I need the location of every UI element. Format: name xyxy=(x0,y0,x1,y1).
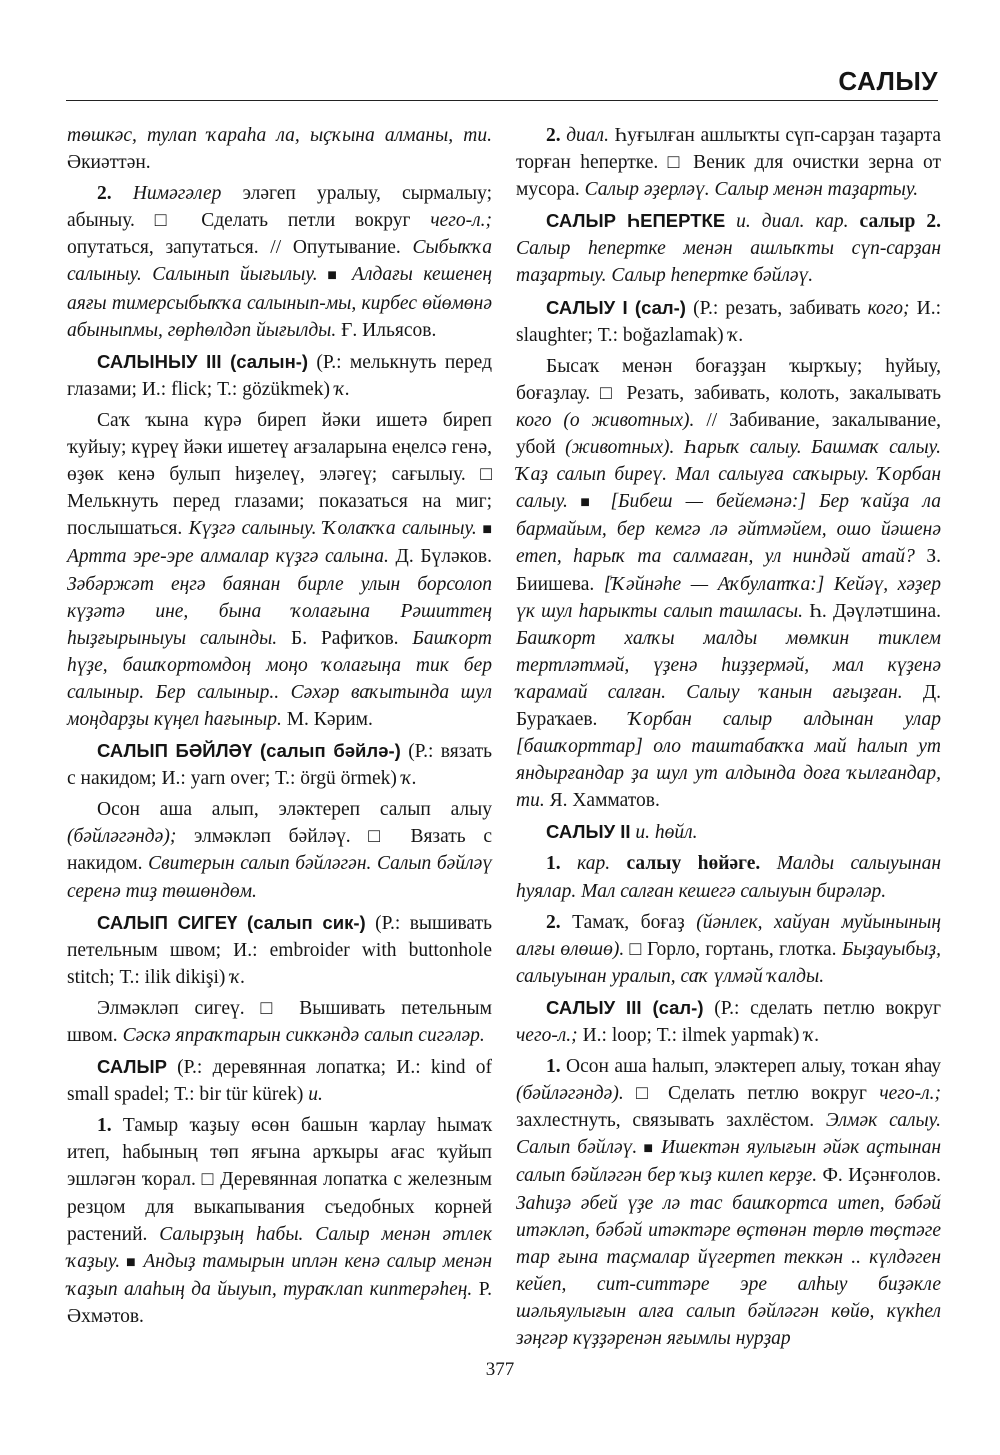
definition-salyp-sigeu xyxy=(67,995,492,1049)
translation: // Забивание, закалывание, убой xyxy=(516,409,941,459)
headword-salyu-2 xyxy=(516,818,941,846)
page-number: 377 xyxy=(485,1359,515,1380)
definition: Саҡ ҡына күрә биреп йәки ишетә биреп ҡуйыу; күреү йәки ишетеү ағзаларына еңелсә генә, өҙөк кенә булып һиҙелеү, эләгеү; сағылыу. □ Мелькнуть перед глазами; показаться на миг; послышаться. xyxy=(67,409,492,540)
definition: Элмәкләп сигеү. □ Вышивать петельным швом. xyxy=(67,997,492,1046)
translations: (Р.: мелькнуть перед глазами; И.: flick; Т.: gözükmek) xyxy=(67,351,492,400)
headword-salyu-3 xyxy=(516,994,941,1049)
examples: Быҙауыбыҙ, салыуынан уралып, саҡ үлмәй ҡалды. xyxy=(516,938,941,987)
quote-marker-icon: ■ xyxy=(637,1140,662,1158)
examples: Күҙгә салыныу. Ҡолаҡҡа салыныу. xyxy=(188,518,477,540)
translation: □ Сделать петлю вокруг xyxy=(623,1083,880,1105)
headword: САЛЫУ III (сал-) xyxy=(546,996,704,1018)
example-quote: Башҡорт һүҙе, башҡортомдоң моңо ҡолағыңа тик бер салыныр. Бер салыныр.. Сәхәр ваҡытында шул моңдарҙы күңел һағыныр. xyxy=(67,627,492,730)
sense-number: 2. xyxy=(97,183,133,205)
left-column xyxy=(67,122,492,1334)
cross-reference: салыр xyxy=(848,211,916,233)
example-quote: төшкәс, тулап ҡараһа ла, ыҫҡына алманы, ти. xyxy=(67,125,492,146)
part-of-speech: ҡ. xyxy=(230,966,246,988)
part-of-speech: ҡ. xyxy=(804,1025,820,1046)
grammar-labels: кар. xyxy=(560,853,611,875)
sense-2-salyr xyxy=(516,122,941,203)
quote-marker-icon: ■ xyxy=(317,267,353,285)
definition: Һуғылған ашлыҡты сүп-сарҙан таҙарта торған һепертке. □ Веник для очистки зерна от мусора. xyxy=(516,125,941,201)
example-quote: Башҡорт халҡы малды мөмкин тиклем тертләтмәй, үҙенә һиҙҙермәй, мал күҙенә ҡарамай салған. Салыу ҡанын ағыҙған. xyxy=(516,627,941,703)
citation: Ф. Иҫәнғолов. xyxy=(817,1165,941,1187)
headword-salynyu-3 xyxy=(67,348,492,403)
citation: Я. Хамматов. xyxy=(544,790,660,812)
definition: Бысаҡ менән боғаҙҙан ҡырҡыу; һуйыу, боғаҙлау. □ Резать, забивать, колоть, закалывать xyxy=(516,355,941,404)
headword-salyr-hepertke xyxy=(516,207,941,289)
headword: САЛЫР xyxy=(97,1056,167,1078)
citation: Ғ. Ильясов. xyxy=(336,319,437,341)
sense-1-salyu-2 xyxy=(516,850,941,904)
translations: И.: loop; Т.: ilmek yapmak) xyxy=(577,1025,805,1046)
examples: Свитерын салып бәйләгән. Салып бәйләү серенә тиҙ төшөндөм. xyxy=(67,853,492,902)
running-header xyxy=(66,64,938,101)
grammar-labels: и. диал. кар. xyxy=(725,211,849,233)
citation: Б. Рафиҡов. xyxy=(277,627,413,649)
examples: Элмәк салыу. Салып бәйләү. xyxy=(516,1110,941,1159)
sense-number: 1. xyxy=(546,853,561,875)
example-quote: Андыҙ тамырын иплән кенә салыр менән ҡаҙып алаһың да йыуып, тураҡлап киптерәһең. xyxy=(67,1250,492,1300)
translation: □ Горло, гортань, глотка. xyxy=(624,938,842,960)
grammar-note: кого (о животных). xyxy=(516,409,695,431)
translations: И.: slaughter; Т.: boğazlamak) xyxy=(516,297,942,346)
translation: элмәкләп бәйләү. □ Вязать с накидом. xyxy=(67,826,492,875)
definition-salynyu-3 xyxy=(67,407,492,733)
sense-number: 1. xyxy=(97,1115,112,1137)
citation: М. Кәрим. xyxy=(281,708,373,730)
headword-salyp-sigeu xyxy=(67,909,492,991)
quote-marker-icon: ■ xyxy=(476,521,492,539)
examples: Салыр әҙерләү. Салыр менән таҙартыу. xyxy=(584,179,919,201)
usage-label: диал. xyxy=(560,125,609,146)
part-of-speech: ҡ. xyxy=(728,324,744,346)
part-of-speech: ҡ. xyxy=(334,378,350,400)
grammar-labels: и. һөйл. xyxy=(630,822,698,844)
example-quote: Артта эре-эре алмалар күҙгә салына. xyxy=(67,546,389,568)
quote-marker-icon: ■ xyxy=(120,1253,144,1271)
citation: З. Биишева. xyxy=(516,546,941,595)
citation: Әкиәттән. xyxy=(67,152,151,174)
part-of-speech: ҡ. xyxy=(401,768,417,790)
sense-1-salyu-3 xyxy=(516,1053,941,1352)
definition: Осон аша алып, эләктереп салып алыу xyxy=(97,799,492,821)
sense-1-salyr xyxy=(67,1112,492,1330)
grammar-note: чего-л.; xyxy=(516,1025,578,1046)
usage-note: (бәйләгәндә). xyxy=(516,1083,624,1105)
example-quote: Ҡорбан салыр алдынан улар [башҡорттар] оло таштабаҡҡа май һалып ут яндырғандар ҙа шул ут алдында доға ҡылғандар, ти. xyxy=(516,708,941,812)
citation: Д. Бураҡаев. xyxy=(516,681,941,730)
translations: (Р.: резать, забивать xyxy=(685,297,868,319)
examples: Малды салыуынан һуялар. Мал салған кешегә салыуын бирәләр. xyxy=(516,853,942,902)
running-head-title: САЛЫУ xyxy=(838,66,938,96)
entry-continuation xyxy=(67,122,492,176)
example-quote: Алдағы кешенең аяғы тимерсыбыҡҡа салынып-мы, кирбес өйөмөнә абыныпмы, гөрһөлдәп йығылды. xyxy=(67,264,492,341)
headword-salyr xyxy=(67,1053,492,1108)
examples: Салырҙың һабы. Салыр менән әтлек ҡаҙыу. xyxy=(67,1223,492,1272)
sense-2-salyny xyxy=(67,180,492,344)
grammar-note: чего-л.; xyxy=(430,210,492,232)
quote-marker-icon: ■ xyxy=(567,494,611,512)
headword-salyp-baylau xyxy=(67,737,492,792)
citation: Р. Әхмәтов. xyxy=(67,1278,492,1327)
headword-salyu-1 xyxy=(516,294,941,349)
citation: Һ. Дәүләтшина. xyxy=(803,600,941,622)
usage-note: (бәйләгәндә); xyxy=(67,826,177,848)
headword: САЛЫНЫУ III (салын-) xyxy=(97,350,309,372)
usage-note: (йәнлек, хайуан муйынының алғы өлөшө). xyxy=(516,911,941,960)
example-quote: [Бибеш — бейемәнә:] Бер ҡайҙа ла бармайым, бер кемгә лә әйтмәйем, ошо йәшенә етеп, һарыҡ та салмаған, ул ниндәй атай? xyxy=(516,491,942,568)
headword: САЛЫР ҺЕПЕРТКЕ xyxy=(546,210,726,232)
right-column xyxy=(516,122,941,1356)
definition: эләгеп уралыу, сырмалыу; абыныу. □ Сделать петли вокруг xyxy=(67,183,492,232)
sense-number: 2. xyxy=(915,211,942,233)
sense-number: 2. xyxy=(546,125,561,146)
grammar-note: кого; xyxy=(867,297,910,319)
translations: (Р.: вязать с накидом; И.: yarn over; Т.: örgü örmek) xyxy=(67,741,492,790)
examples: Сәскә япраҡтарын сиккәндә салып сигәләр. xyxy=(122,1025,485,1046)
citation: Д. Бүләков. xyxy=(388,546,492,568)
sense-2-salyu-2 xyxy=(516,909,941,990)
definition: Осон аша һалып, эләктереп алыу, тоҡан яһау xyxy=(560,1056,941,1078)
definition-salyu-1 xyxy=(516,353,941,815)
examples: (животных). Һарыҡ салыу. Башмаҡ салыу. Ҡаҙ салып биреү. Мал салыуға саҡырыу. Ҡорбан салыу. xyxy=(516,437,941,513)
headword: САЛЫП СИГЕҮ (салып сик-) xyxy=(97,911,366,933)
translation: опутаться, запутаться. // Опутывание. xyxy=(67,237,413,259)
translations: (Р.: деревянная лопатка; И.: kind of small spadel; Т.: bir tür kürek) xyxy=(67,1057,492,1106)
examples: Салыр һепертке менән ашлыҡты сүп-сарҙан таҙартыу. Салыр һепертке бәйләү. xyxy=(516,238,941,287)
grammar-note: чего-л.; xyxy=(879,1083,941,1105)
translations: (Р.: вышивать петельным швом; И.: embroider with buttonhole stitch; Т.: ilik dikişi) xyxy=(67,912,492,988)
example-quote: Заһиҙә әбей үҙе лә тас башҡортса итеп, бәбәй итәкләп, бәбәй итәктәре өҫтөнән төрлө төҫтәге тар ғына таҫмалар йүгертеп теккән .. күлдәген кейеп, сит-ситтәре эре алһыу биҙәкле шәльяулығын алға салып бәйләгән көйө, күкһел зәңгәр күҙҙәренән яғымлы нурҙар xyxy=(516,1192,941,1350)
definition: Тамыр ҡаҙыу өсөн башын ҡарлау һымаҡ итеп, һабының төп яғына арҡыры ағас ҡуйып эшләгән ҡорал. □ Деревянная лопатка с железным резцом для выкапывания съедобных корней растений. xyxy=(67,1115,492,1245)
definition: Тамаҡ, боғаҙ xyxy=(560,911,697,933)
sense-number: 1. xyxy=(546,1056,561,1078)
example-quote: Ишектән яулығын әйәк аҫтынан салып бәйләгән бер ҡыҙ килеп керҙе. xyxy=(516,1137,941,1187)
cross-reference: салыу һөйәге. xyxy=(610,853,761,875)
headword: САЛЫУ II xyxy=(546,821,631,843)
headword: САЛЫУ I (сал-) xyxy=(546,296,686,318)
definition-salyp-baylau xyxy=(67,796,492,904)
sense-number: 2. xyxy=(546,911,561,933)
usage-note: Нимәгәлер xyxy=(132,183,222,205)
examples: Сыбыҡҡа салыныу. Салынып йығылыу. xyxy=(67,237,492,286)
translation: захлестнуть, связывать захлёстом. xyxy=(516,1110,826,1132)
translations: (Р.: сделать петлю вокруг xyxy=(703,997,942,1019)
headword: САЛЫП БӘЙЛӘҮ (салып бәйлә-) xyxy=(97,740,401,762)
part-of-speech: и. xyxy=(308,1084,323,1106)
example-quote: Зәбәржәт еңгә баянан бирле улын борсолоп күҙәтә ине, бына ҡолағына Рәшиттең һыҙғырыныуы салынды. xyxy=(67,573,492,649)
example-quote: [Ҡәйнәһе — Аҡбулатҡа:] Кейәү, хәҙер үк шул һарыкты салып ташласы. xyxy=(516,573,941,622)
